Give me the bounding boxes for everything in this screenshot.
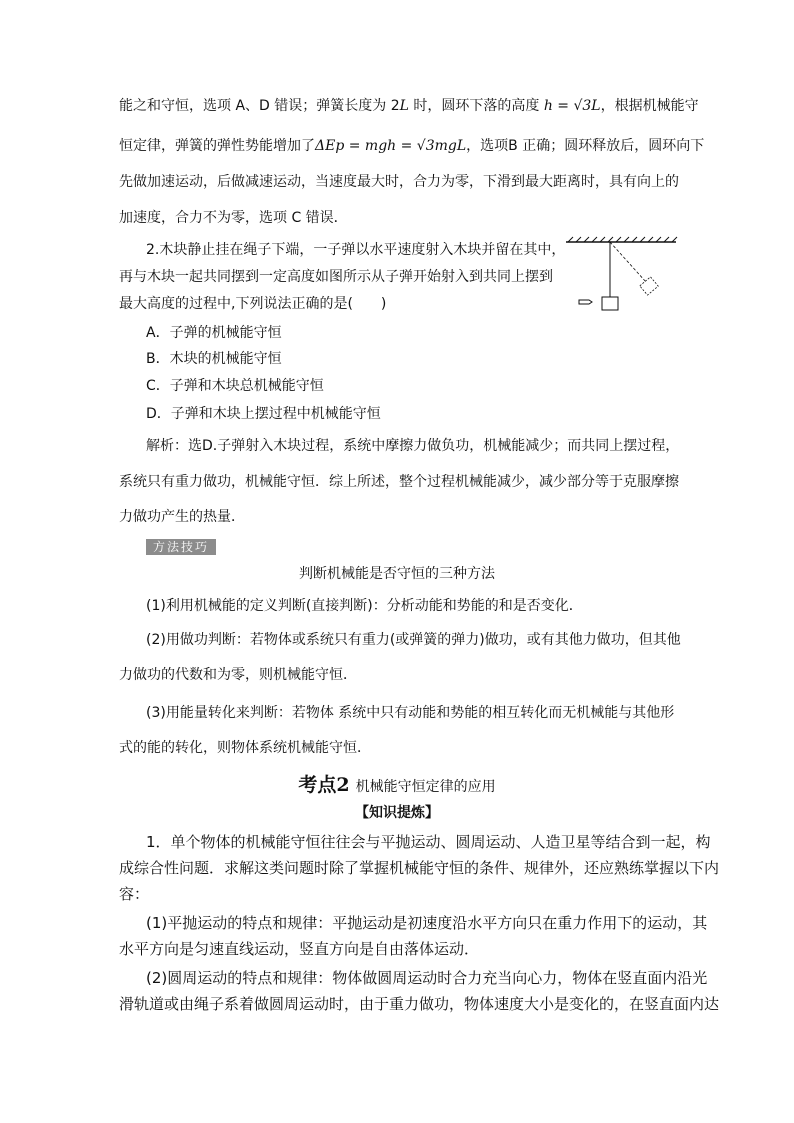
- rope-swung: [610, 242, 646, 282]
- para1-line4: 加速度，合力不为零，选项 C 错误．: [119, 210, 348, 226]
- method-title: 判断机械能是否守恒的三种方法: [299, 566, 495, 582]
- analysis-line2: 系统只有重力做功，机械能守恒．综上所述，整个过程机械能减少，减少部分等于克服摩擦: [119, 474, 679, 490]
- method-item2-line1: (2)用做功判断：若物体或系统只有重力(或弹簧的弹力)做功，或有其他力做功，但其他: [146, 632, 681, 648]
- text: 时，圆环下落的高度: [408, 98, 540, 114]
- section-p3-line2: 滑轨道或由绳子系着做圆周运动时，由于重力做功，物体速度大小是变化的，在竖直面内达: [119, 995, 720, 1013]
- question2-stem-line3: 最大高度的过程中,下列说法正确的是( ): [119, 296, 387, 312]
- bullet: [579, 300, 592, 304]
- section-p1-line2: 成综合性问题．求解这类问题时除了掌握机械能守恒的条件、规律外，还应熟练掌握以下内: [119, 859, 720, 877]
- section-p1-line1: 1．单个物体的机械能守恒往往会与平抛运动、圆周运动、人造卫星等结合到一起，构: [146, 833, 711, 851]
- method-item1: (1)利用机械能的定义判断(直接判断)：分析动能和势能的和是否变化．: [146, 598, 583, 614]
- analysis-line1: 解析：选D.子弹射入木块过程，系统中摩擦力做负功，机械能减少；而共同上摆过程，: [146, 438, 680, 454]
- method-item3-line2: 式的能的转化，则物体系统机械能守恒．: [119, 740, 371, 756]
- para1-line1: [119, 96, 699, 116]
- section-heading: [0, 772, 794, 800]
- option-c: C．子弹和木块总机械能守恒: [146, 378, 324, 394]
- option-b: B．木块的机械能守恒: [146, 351, 282, 367]
- text: ，选项B 正确；圆环释放后，圆环向下: [466, 138, 705, 154]
- energy-formula: ΔEp = mgh = √3mgL: [315, 138, 467, 154]
- knowledge-subhead: 【知识提炼】: [355, 805, 439, 821]
- math-var: L: [399, 98, 409, 114]
- section-p2-line1: (1)平抛运动的特点和规律：平抛运动是初速度沿水平方向只在重力作用下的运动，其: [146, 914, 708, 932]
- option-a: A．子弹的机械能守恒: [146, 325, 282, 341]
- question2-stem-line2: 再与木块一起共同摆到一定高度如图所示从子弹开始射入到共同上摆到: [119, 269, 553, 285]
- text: 恒定律，弹簧的弹性势能增加了: [119, 138, 315, 154]
- para1-line3: 先做加速运动，后做减速运动，当速度最大时，合力为零，下滑到最大距离时，具有向上的: [119, 174, 679, 190]
- para1-line2: [119, 136, 704, 156]
- wood-block: [602, 297, 618, 310]
- section-p1-line3: 容：: [119, 885, 150, 903]
- section-p3-line1: (2)圆周运动的特点和规律：物体做圆周运动时合力充当向心力，物体在竖直面内沿光: [146, 969, 708, 987]
- section-label: 考点2: [298, 774, 350, 796]
- wood-block-swung: [640, 277, 658, 295]
- method-tips-badge: 方法技巧: [146, 539, 216, 555]
- height-formula: h = √3L: [543, 98, 601, 114]
- option-d: D．子弹和木块上摆过程中机械能守恒: [146, 406, 381, 422]
- analysis-line3: 力做功产生的热量．: [119, 509, 245, 525]
- section-title: 机械能守恒定律的应用: [355, 779, 496, 795]
- text: ，根据机械能守: [600, 98, 699, 114]
- method-item3-line1: (3)用能量转化来判断：若物体 系统中只有动能和势能的相互转化而无机械能与其他形: [146, 705, 675, 721]
- text: 能之和守恒，选项 A、D 错误；弹簧长度为 2: [119, 98, 400, 114]
- method-item2-line2: 力做功的代数和为零，则机械能守恒．: [119, 667, 357, 683]
- section-p2-line2: 水平方向是匀速直线运动，竖直方向是自由落体运动．: [119, 940, 480, 958]
- question2-stem-line1: 2.木块静止挂在绳子下端，一子弹以水平速度射入木块并留在其中，: [146, 242, 566, 258]
- pendulum-diagram: [562, 236, 682, 316]
